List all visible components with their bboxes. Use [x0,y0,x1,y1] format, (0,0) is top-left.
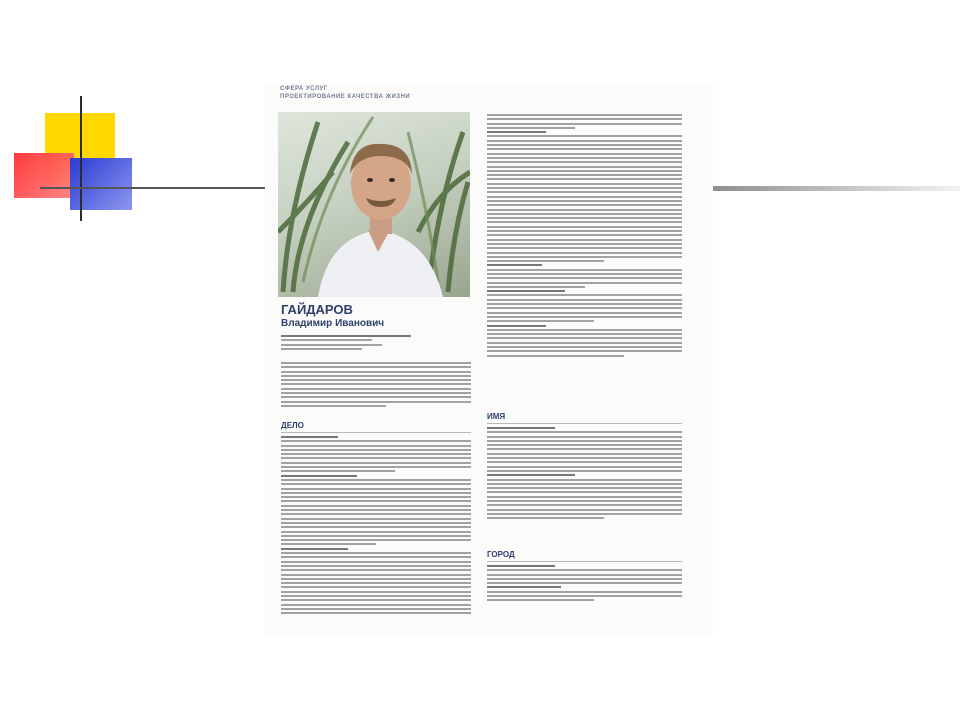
portrait-photo [278,112,470,297]
person-first-names: Владимир Иванович [281,318,385,329]
section-rule [487,561,682,562]
section-heading-delo: ДЕЛО [281,421,304,430]
person-last-name: ГАЙДАРОВ [281,302,353,317]
decor-horizontal-line [40,187,268,189]
left-column-text [281,436,471,616]
section-heading-gorod: ГОРОД [487,550,515,559]
section-rule [281,432,471,433]
magazine-subsection-label: ПРОЕКТИРОВАНИЕ КАЧЕСТВА ЖИЗНИ [280,94,411,100]
section-rule [487,423,682,424]
contact-text-block [281,335,411,352]
section-heading-imya: ИМЯ [487,412,506,421]
decor-red-square [14,153,74,198]
bio-text-block [281,362,471,409]
decor-right-gradient-line [712,186,960,191]
decor-vertical-line [80,96,82,221]
imya-text-block [487,427,682,522]
gorod-text-block [487,565,682,604]
magazine-article-scan [265,84,713,634]
right-column-text [487,114,682,359]
magazine-section-label: СФЕРА УСЛУГ [280,86,328,92]
